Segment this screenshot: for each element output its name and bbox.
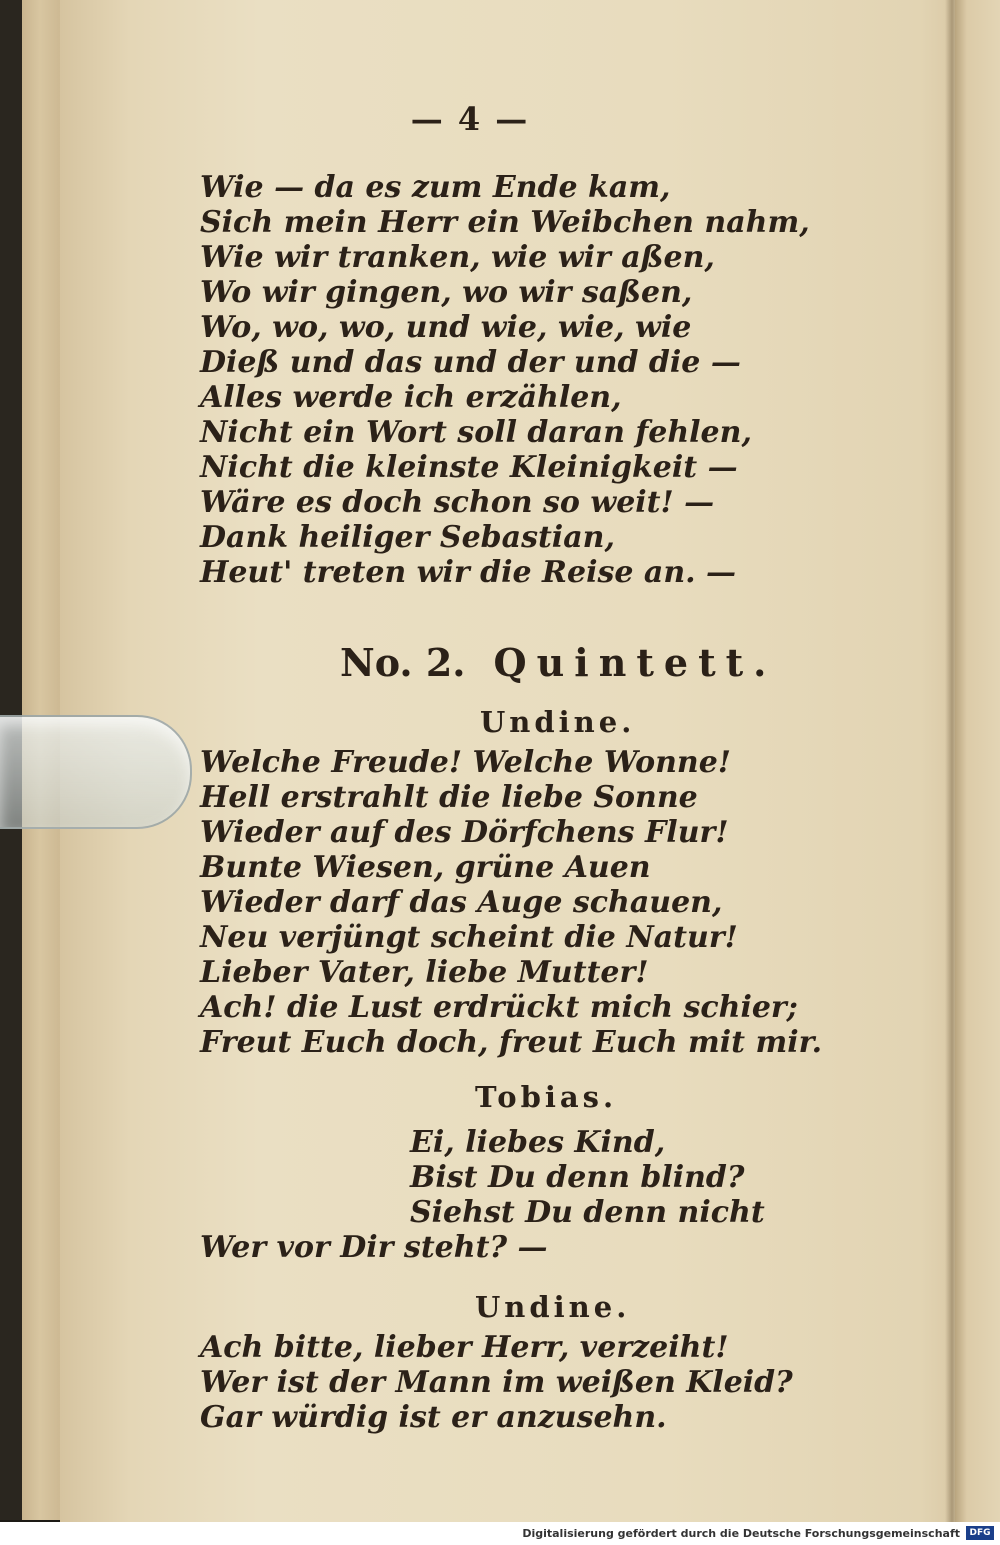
- verse-line: Wo wir gingen, wo wir saßen,: [200, 275, 693, 310]
- verse-line: Freut Euch doch, freut Euch mit mir.: [200, 1025, 823, 1060]
- funding-notice: Digitalisierung gefördert durch die Deutsche Forschungsgemeinschaft: [522, 1527, 960, 1540]
- verse-line: Neu verjüngt scheint die Natur!: [200, 920, 738, 955]
- verse-line: Alles werde ich erzählen,: [200, 380, 622, 415]
- speaker-name: Tobias.: [475, 1080, 618, 1114]
- verse-line: Bunte Wiesen, grüne Auen: [200, 850, 651, 885]
- verse-line: Lieber Vater, liebe Mutter!: [200, 955, 649, 990]
- page-number: — 4 —: [410, 100, 530, 138]
- verse-line: Nicht ein Wort soll daran fehlen,: [200, 415, 752, 450]
- speaker-name: Undine.: [480, 705, 636, 739]
- verse-line: Dieß und das und der und die —: [200, 345, 741, 380]
- verse-line: Hell erstrahlt die liebe Sonne: [200, 780, 698, 815]
- verse-line: Siehst Du denn nicht: [410, 1195, 765, 1230]
- verse-line: Wie wir tranken, wie wir aßen,: [200, 240, 715, 275]
- page-clip: [0, 715, 192, 829]
- verse-line: Wer ist der Mann im weißen Kleid?: [200, 1365, 793, 1400]
- dfg-logo: DFG: [966, 1526, 994, 1540]
- verse-line: Ach! die Lust erdrückt mich schier;: [200, 990, 798, 1025]
- footer-bar: [0, 1522, 1000, 1545]
- verse-line: Wer vor Dir steht? —: [200, 1230, 548, 1265]
- section-title: Quintett.: [493, 640, 777, 685]
- section-heading: [340, 640, 776, 685]
- section-number: No. 2.: [340, 640, 466, 685]
- verse-line: Gar würdig ist er anzusehn.: [200, 1400, 667, 1435]
- verse-line: Sich mein Herr ein Weibchen nahm,: [200, 205, 810, 240]
- speaker-name: Undine.: [475, 1290, 631, 1324]
- verse-line: Wieder darf das Auge schauen,: [200, 885, 723, 920]
- verse-line: Wie — da es zum Ende kam,: [200, 170, 671, 205]
- verse-line: Wo, wo, wo, und wie, wie, wie: [200, 310, 692, 345]
- verse-line: Bist Du denn blind?: [410, 1160, 745, 1195]
- verse-line: Nicht die kleinste Kleinigkeit —: [200, 450, 738, 485]
- verse-line: Heut' treten wir die Reise an. —: [200, 555, 737, 590]
- verse-line: Ach bitte, lieber Herr, verzeiht!: [200, 1330, 729, 1365]
- verse-line: Welche Freude! Welche Wonne!: [200, 745, 731, 780]
- verse-line: Wieder auf des Dörfchens Flur!: [200, 815, 729, 850]
- verse-line: Ei, liebes Kind,: [410, 1125, 666, 1160]
- verse-line: Wäre es doch schon so weit! —: [200, 485, 715, 520]
- verse-line: Dank heiliger Sebastian,: [200, 520, 615, 555]
- facing-page-edge: [955, 0, 1000, 1522]
